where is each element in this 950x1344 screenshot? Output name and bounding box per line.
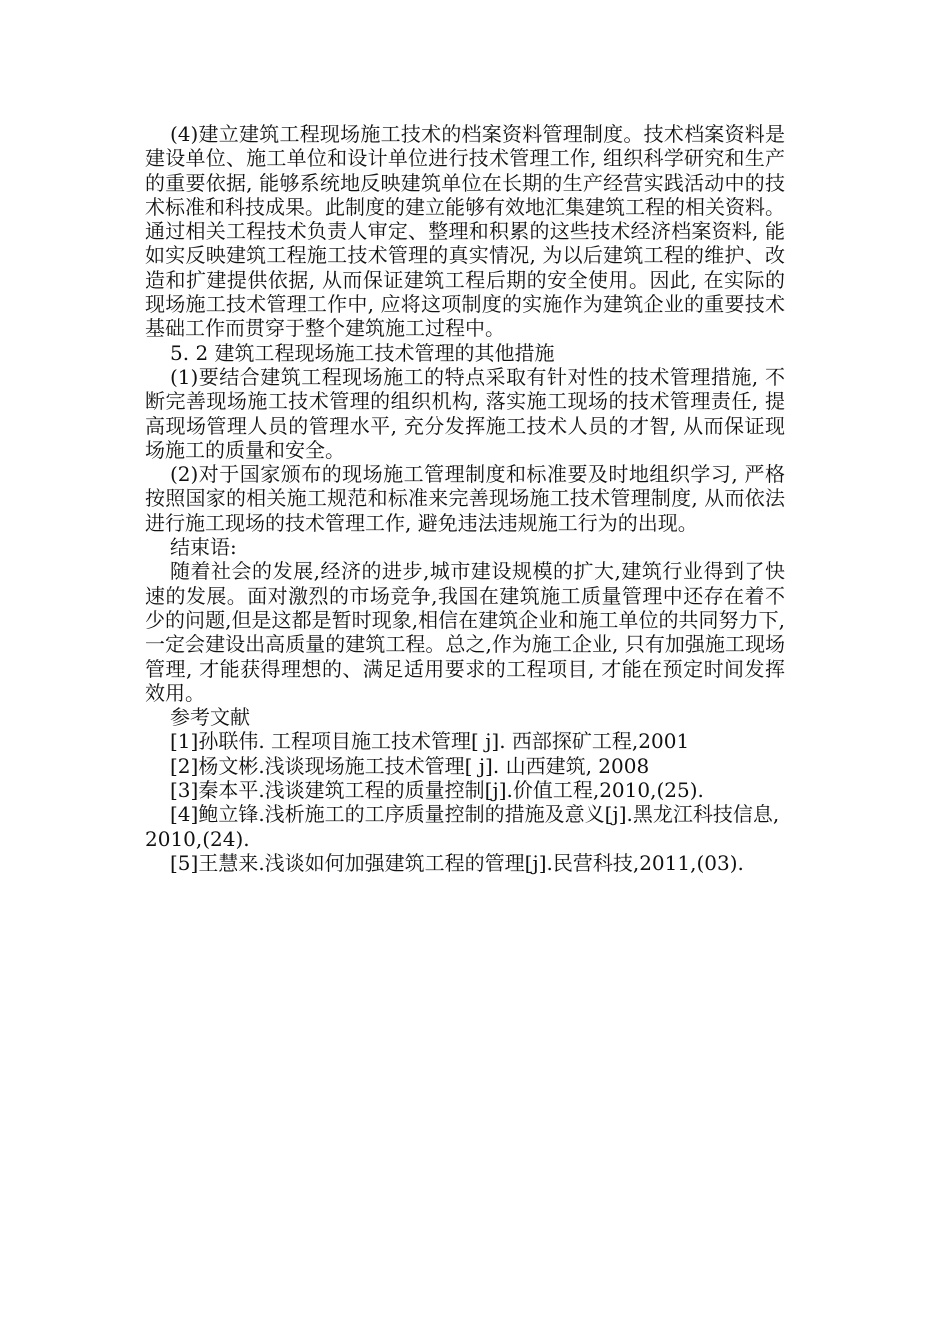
section-heading-5-2: 5. 2 建筑工程现场施工技术管理的其他措施 <box>170 340 555 365</box>
paragraph-conclusion: 随着社会的发展,经济的进步,城市建设规模的扩大,建筑行业得到了快速的发展。面对激烈的市场竞争,我国在建筑施工质量管理中还存在着不少的问题,但是这都是暂时现象,相信在建筑企业和施工单位的共同努力下, 一定会建设出高质量的建筑工程。总之,作为施工企业, 只有加强施工现场管理, 才能获得理想的、满足适用要求的工程项目, 才能在预定时间发挥效用。 <box>145 559 785 705</box>
paragraph-measure-2: (2)对于国家颁布的现场施工管理制度和标准要及时地组织学习, 严格按照国家的相关施工规范和标准来完善现场施工技术管理制度, 从而依法进行施工现场的技术管理工作, 避免违法违规施工行为的出现。 <box>145 462 785 535</box>
paragraph-measure-1: (1)要结合建筑工程现场施工的特点采取有针对性的技术管理措施, 不断完善现场施工技术管理的组织机构, 落实施工现场的技术管理责任, 提高现场管理人员的管理水平, 充分发挥施工技术人员的才智, 从而保证现场施工的质量和安全。 <box>145 364 785 462</box>
reference-item: [3]秦本平.浅谈建筑工程的质量控制[j].价值工程,2010,(25). <box>170 778 704 803</box>
reference-item: [1]孙联伟. 工程项目施工技术管理[ j]. 西部探矿工程,2001 <box>170 729 690 754</box>
reference-list <box>145 729 785 875</box>
reference-item: [5]王慧来.浅谈如何加强建筑工程的管理[j].民营科技,2011,(03). <box>170 850 744 875</box>
conclusion-heading: 结束语: <box>170 535 237 560</box>
references-heading: 参考文献 <box>170 705 250 730</box>
document-page <box>145 122 785 875</box>
paragraph-archive-system: (4)建立建筑工程现场施工技术的档案资料管理制度。技术档案资料是建设单位、施工单位和设计单位进行技术管理工作, 组织科学研究和生产的重要依据, 能够系统地反映建筑单位在长期的生产经营实践活动中的技术标准和科技成果。此制度的建立能够有效地汇集建筑工程的相关资料。通过相关工程技术负责人审定、整理和积累的这些技术经济档案资料, 能如实反映建筑工程施工技术管理的真实情况, 为以后建筑工程的维护、改造和扩建提供依据, 从而保证建筑工程后期的安全使用。因此, 在实际的现场施工技术管理工作中, 应将这项制度的实施作为建筑企业的重要技术基础工作而贯穿于整个建筑施工过程中。 <box>145 122 785 341</box>
reference-item: [2]杨文彬.浅谈现场施工技术管理[ j]. 山西建筑, 2008 <box>170 753 650 778</box>
reference-item: [4]鲍立锋.浅析施工的工序质量控制的措施及意义[j].黑龙江科技信息,2010,(24). <box>145 802 780 851</box>
